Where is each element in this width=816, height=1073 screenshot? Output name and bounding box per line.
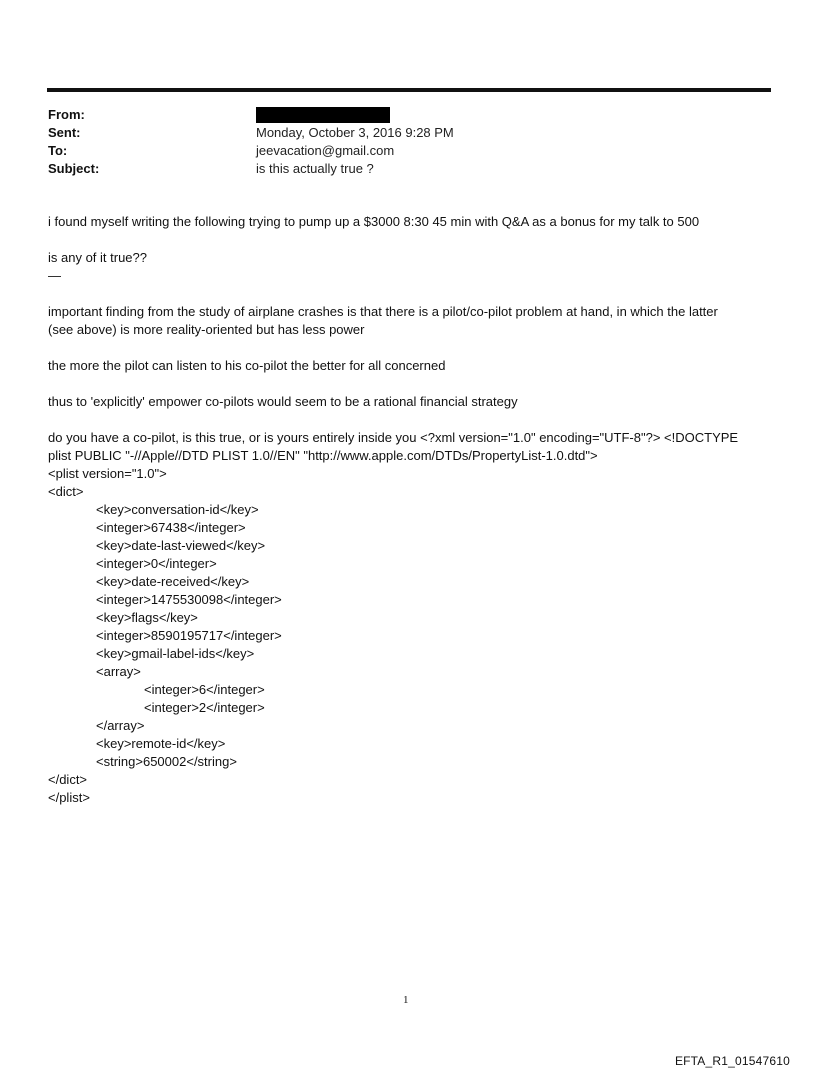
bates-id: EFTA_R1_01547610 xyxy=(674,1054,790,1068)
body-dash: — xyxy=(48,268,61,283)
xml-line: <plist version="1.0"> xyxy=(48,466,167,481)
body-paragraph: is any of it true?? xyxy=(48,250,147,265)
subject-value: is this actually true ? xyxy=(256,161,374,176)
body-paragraph: (see above) is more reality-oriented but has less power xyxy=(48,322,365,337)
redacted-sender xyxy=(256,107,390,123)
xml-line: <key>remote-id</key> xyxy=(96,736,226,751)
to-value: jeevacation@gmail.com xyxy=(256,143,395,158)
xml-line: <string>650002</string> xyxy=(96,754,237,769)
xml-line: <integer>8590195717</integer> xyxy=(96,628,282,643)
xml-line: <key>date-last-viewed</key> xyxy=(96,538,266,553)
body-paragraph: plist PUBLIC "-//Apple//DTD PLIST 1.0//EN" "http://www.apple.com/DTDs/PropertyList-1.0.dtd"> xyxy=(48,448,598,463)
from-label: From: xyxy=(48,107,85,122)
sent-value: Monday, October 3, 2016 9:28 PM xyxy=(256,125,454,140)
body-paragraph: the more the pilot can listen to his co-pilot the better for all concerned xyxy=(48,358,446,373)
xml-line: <key>gmail-label-ids</key> xyxy=(96,646,255,661)
xml-line: <integer>6</integer> xyxy=(144,682,265,697)
xml-line: <dict> xyxy=(48,484,84,499)
xml-line: </dict> xyxy=(48,772,88,787)
xml-line: </plist> xyxy=(48,790,90,805)
xml-line: <integer>67438</integer> xyxy=(96,520,246,535)
body-paragraph: i found myself writing the following trying to pump up a $3000 8:30 45 min with Q&A as a bonus for my talk to 500 xyxy=(48,214,700,229)
xml-line: <key>conversation-id</key> xyxy=(96,502,259,517)
xml-line: <array> xyxy=(96,664,141,679)
header-rule xyxy=(47,88,771,92)
sent-label: Sent: xyxy=(48,125,81,140)
xml-line: <integer>2</integer> xyxy=(144,700,265,715)
body-paragraph: important finding from the study of airplane crashes is that there is a pilot/co-pilot problem at hand, in which the latter xyxy=(48,304,718,319)
to-label: To: xyxy=(48,143,68,158)
body-paragraph: thus to 'explicitly' empower co-pilots would seem to be a rational financial strategy xyxy=(48,394,518,409)
xml-line: <key>date-received</key> xyxy=(96,574,250,589)
subject-label: Subject: xyxy=(48,161,100,176)
xml-plist-block xyxy=(48,465,773,807)
xml-line: </array> xyxy=(96,718,145,733)
page-number: 1 xyxy=(403,994,409,1006)
xml-line: <integer>1475530098</integer> xyxy=(96,592,282,607)
xml-line: <key>flags</key> xyxy=(96,610,198,625)
body-paragraph: do you have a co-pilot, is this true, or is yours entirely inside you <?xml version="1.0" encoding="UTF-8"?> <!DOCTYPE xyxy=(48,430,739,445)
xml-line: <integer>0</integer> xyxy=(96,556,217,571)
email-body xyxy=(48,213,773,807)
